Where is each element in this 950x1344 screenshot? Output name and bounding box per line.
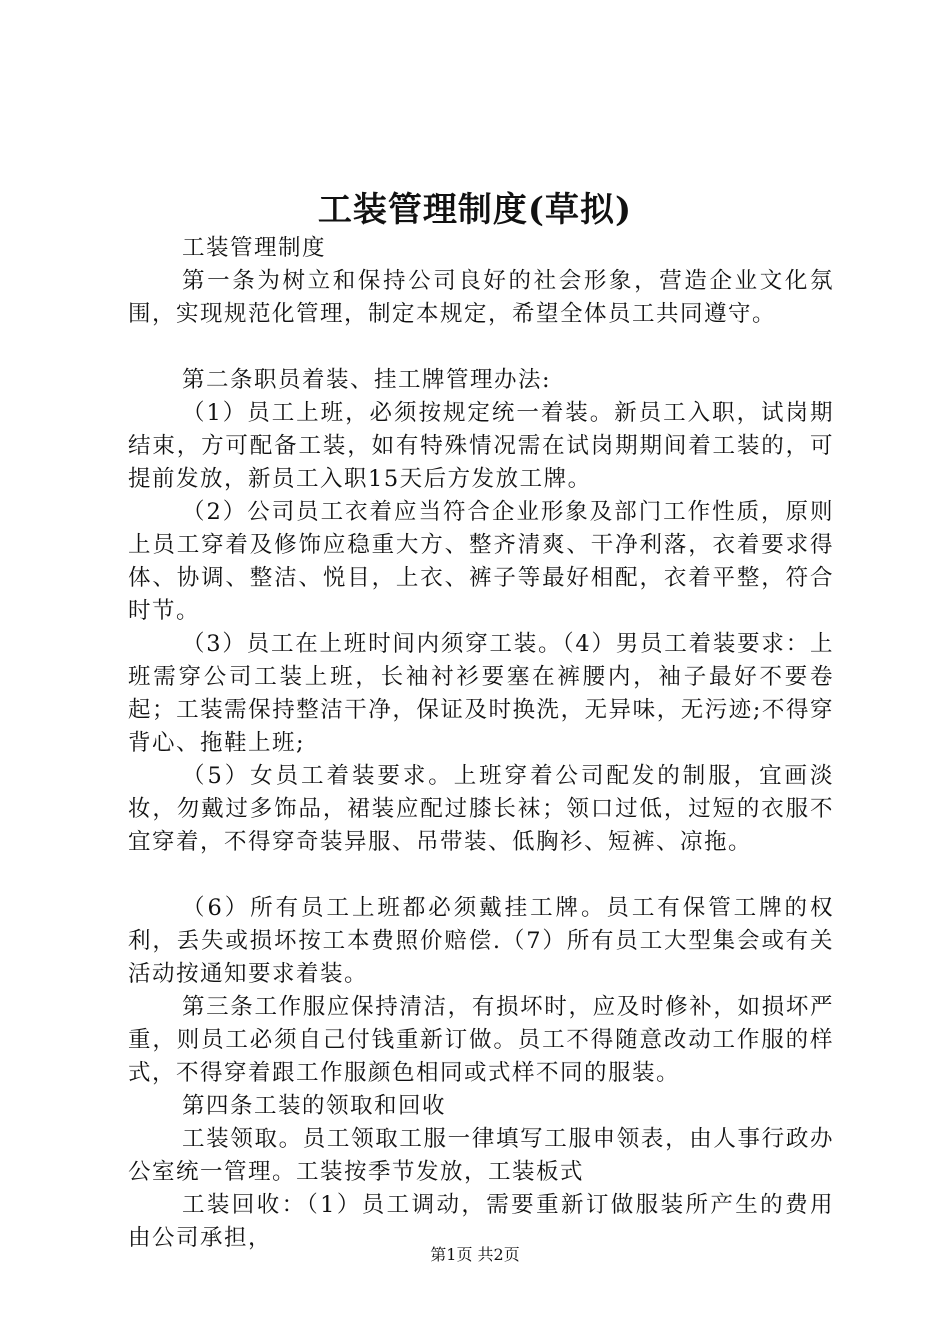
paragraph-item-1: （1）员工上班，必须按规定统一着装。新员工入职，试岗期结束，方可配备工装，如有特殊情况需在试岗期期间着工装的，可提前发放，新员工入职15天后方发放工牌。: [128, 400, 834, 492]
paragraph-article-2: 第二条职员着装、挂工牌管理办法:: [182, 367, 552, 393]
paragraph-item-3-4: （3）员工在上班时间内须穿工装。（4）男员工着装要求：上班需穿公司工装上班，长袖衬衫要塞在裤腰内，袖子最好不要卷起；工装需保持整洁干净，保证及时换洗，无异味，无污迹;不得穿背心、拖鞋上班;: [128, 631, 834, 756]
paragraph-item-5: （5）女员工着装要求。上班穿着公司配发的制服，宜画淡妆，勿戴过多饰品，裙装应配过膝长袜；领口过低，过短的衣服不宜穿着，不得穿奇装异服、吊带装、低胸衫、短裤、凉拖。: [128, 763, 834, 855]
paragraph-uniform-collection: 工装领取。员工领取工服一律填写工服申领表，由人事行政办公室统一管理。工装按季节发放，工装板式: [128, 1126, 834, 1185]
paragraph-article-3: 第三条工作服应保持清洁，有损坏时，应及时修补，如损坏严重，则员工必须自己付钱重新订做。员工不得随意改动工作服的样式，不得穿着跟工作服颜色相同或式样不同的服装。: [128, 994, 834, 1086]
paragraph-item-2: （2）公司员工衣着应当符合企业形象及部门工作性质，原则上员工穿着及修饰应稳重大方、整齐清爽、干净利落，衣着要求得体、协调、整洁、悦目，上衣、裤子等最好相配，衣着平整，符合时节。: [128, 499, 834, 624]
paragraph-heading: 工装管理制度: [182, 235, 327, 261]
paragraph-item-6-7: （6）所有员工上班都必须戴挂工牌。员工有保管工牌的权利，丢失或损坏按工本费照价赔偿.（7）所有员工大型集会或有关活动按通知要求着装。: [128, 895, 834, 987]
paragraph-article-1: 第一条为树立和保持公司良好的社会形象，营造企业文化氛围，实现规范化管理，制定本规定，希望全体员工共同遵守。: [128, 268, 834, 327]
document-body: [128, 232, 834, 1255]
document-title: 工装管理制度(草拟): [317, 190, 633, 230]
paragraph-article-4: 第四条工装的领取和回收: [182, 1093, 447, 1119]
paragraph-uniform-return: 工装回收：（1）员工调动，需要重新订做服装所产生的费用由公司承担，: [128, 1192, 834, 1251]
page-footer: 第1页 共2页: [430, 1245, 520, 1264]
